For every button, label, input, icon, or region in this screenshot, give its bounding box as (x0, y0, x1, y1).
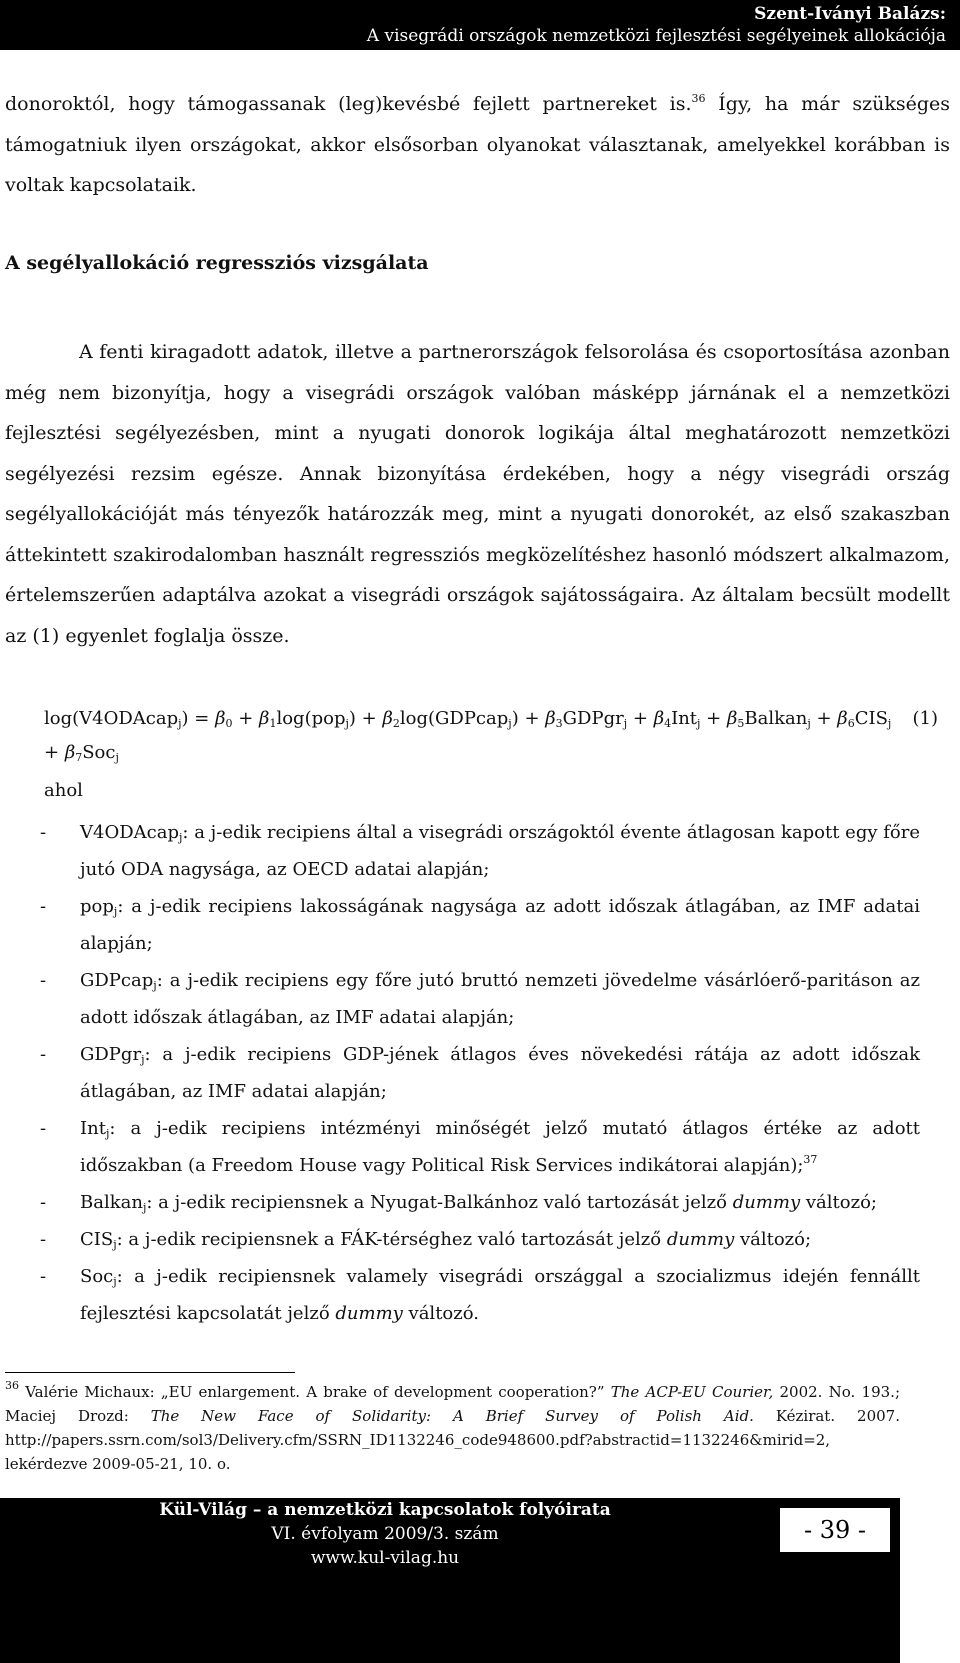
eq-beta6-sub: 6 (847, 717, 855, 730)
header-title: A visegrádi országok nemzetközi fejlesztési segélyeinek allokációja (366, 26, 946, 46)
list-item (40, 1036, 920, 1110)
eq-beta4: β (653, 708, 665, 729)
eq-term2: log(GDPcap (399, 708, 509, 729)
eq-beta2: β (382, 708, 393, 729)
eq-sub: j (508, 717, 512, 730)
eq-beta3-sub: 3 (555, 717, 563, 730)
ahol-label: ahol (44, 780, 83, 801)
dummy-term: dummy (335, 1303, 403, 1324)
list-dash: - (40, 896, 47, 917)
list-item (40, 888, 920, 962)
eq-term6: CIS (854, 708, 888, 729)
list-item (40, 962, 920, 1036)
eq-sub: j (345, 717, 349, 730)
eq-sub: j (178, 717, 182, 730)
dummy-term: dummy (666, 1229, 735, 1250)
eq-plus: + (232, 708, 260, 729)
page-number: - 39 - (780, 1508, 890, 1552)
list-item (40, 1184, 920, 1221)
footnote-text: Valérie Michaux: „EU enlargement. A brake of development cooperation?” (19, 1383, 611, 1401)
list-dash: - (40, 1229, 47, 1250)
eq-equals: ) = (181, 708, 216, 729)
variable-sub: j (113, 1238, 117, 1251)
eq-beta4-sub: 4 (664, 717, 672, 730)
paragraph-1 (5, 84, 950, 206)
footnote-title: The New Face of Solidarity: A Brief Survey of Polish Aid. (150, 1407, 754, 1425)
page-footer (0, 1498, 900, 1663)
eq-sub: j (697, 717, 701, 730)
eq-plus: + (700, 708, 727, 729)
eq-term1-close: ) (348, 708, 356, 729)
eq-beta1-sub: 1 (269, 717, 277, 730)
list-dash: - (40, 1118, 47, 1139)
variable-name: CIS (80, 1229, 114, 1250)
list-item (40, 1110, 920, 1184)
eq-sub: j (887, 717, 892, 730)
variable-desc-end: változó; (800, 1192, 877, 1213)
variable-name: Soc (80, 1266, 114, 1287)
variable-desc: : a j-edik recipiens intézményi minőségét jelző mutató átlagos értéke az adott időszakban (a Freedom House vagy Political Risk Services indikátorai alapján); (80, 1118, 920, 1176)
paragraph-1-text: donoroktól, hogy támogassanak (leg)kevésbé fejlett partnereket is. (5, 93, 692, 115)
footer-info (0, 1498, 770, 1570)
dummy-term: dummy (732, 1192, 801, 1213)
variable-sub: j (113, 905, 118, 918)
running-header (0, 0, 960, 50)
variable-sub: j (178, 831, 183, 844)
eq-term7: Soc (82, 742, 116, 763)
eq-beta0-sub: 0 (225, 717, 233, 730)
footnote-text: Kézirat. 2007. http://papers.ssrn.com/sol3/Delivery.cfm/SSRN_ID1132246_code948600.pdf?abstractid=1132246&mirid=2, lekérdezve 2009-05-21, 10. o. (5, 1407, 900, 1473)
eq-beta5-sub: 5 (737, 717, 745, 730)
eq-beta6: β (837, 708, 848, 729)
variable-name: V4ODAcap (80, 822, 179, 843)
footnote-ref-36[interactable]: 36 (691, 92, 706, 105)
eq-plus: + (627, 708, 654, 729)
variable-desc: : a j-edik recipiensnek valamely visegrádi országgal a szocializmus idején fennállt fejlesztési kapcsolatát jelző (80, 1266, 920, 1324)
footnote-title: The ACP-EU Courier, (610, 1383, 774, 1401)
paragraph-1-cont: Így, ha már szükséges támogatniuk ilyen országokat, akkor elsősorban olyanokat választanak, amelyekkel korábban is voltak kapcsolataik. (5, 93, 950, 196)
variable-desc: : a j-edik recipiensnek a Nyugat-Balkánhoz való tartozását jelző (146, 1192, 733, 1213)
footnote-text: 2002. No. 193.; Maciej Drozd: (5, 1383, 900, 1425)
variable-desc: : a j-edik recipiens lakosságának nagysága az adott időszak átlagában, az IMF adatai alapján; (80, 896, 920, 954)
eq-term3: GDPgr (562, 708, 624, 729)
variable-name: Int (80, 1118, 106, 1139)
eq-plus: + (518, 708, 546, 729)
variable-name: pop (80, 896, 114, 917)
eq-term2-close: ) (511, 708, 519, 729)
eq-sub: j (623, 717, 628, 730)
eq-beta3: β (545, 708, 556, 729)
eq-term4: Int (671, 708, 698, 729)
list-item (40, 1221, 920, 1258)
eq-beta7: β (64, 742, 76, 763)
variable-desc: : a j-edik recipiensnek a FÁK-térséghez való tartozását jelző (116, 1229, 667, 1250)
eq-beta0: β (215, 708, 226, 729)
footer-url[interactable]: www.kul-vilag.hu (310, 1548, 460, 1568)
list-item (40, 1258, 920, 1332)
eq-sub: j (115, 751, 119, 764)
eq-beta7-sub: 7 (75, 751, 83, 764)
eq-plus: + (355, 708, 383, 729)
variable-desc-end: változó. (402, 1303, 479, 1324)
footnote-divider (5, 1372, 295, 1373)
variable-sub: j (141, 1053, 145, 1066)
equation-continuation (44, 742, 119, 763)
eq-beta5: β (726, 708, 738, 729)
header-author: Szent-Iványi Balázs: (754, 4, 946, 24)
variable-desc: : a j-edik recipiens GDP-jének átlagos éves növekedési rátája az adott időszak átlagában, az IMF adatai alapján; (80, 1044, 920, 1102)
eq-lhs: log(V4ODAcap (44, 708, 179, 729)
eq-beta1: β (259, 708, 270, 729)
paragraph-2: A fenti kiragadott adatok, illetve a partnerországok felsorolása és csoportosítása azonban még nem bizonyítja, hogy a visegrádi országok valóban másképp járnának el a nemzetközi fejlesztési segélyezésben, mint a nyugati donorok logikája által meghatározott nemzetközi segélyezési rezsim egésze. Annak bizonyítása érdekében, hogy a négy visegrádi ország segélyallokációját más tényezők határozzák meg, mint a nyugati donorokét, az első szakaszban áttekintett szakirodalomban használt regressziós megközelítéshez hasonló módszert alkalmazom, értelemszerűen adaptálva azokat a visegrádi országok sajátosságaira. Az általam becsült modellt az (1) egyenlet foglalja össze. (5, 341, 950, 647)
variable-sub: j (113, 1275, 117, 1288)
list-dash: - (40, 970, 47, 991)
equation-number: (1) (912, 708, 938, 729)
variable-sub: j (142, 1201, 147, 1214)
footer-journal: Kül-Világ – a nemzetközi kapcsolatok folyóirata (159, 1500, 611, 1520)
footnote-ref-37[interactable]: 37 (803, 1153, 818, 1166)
variable-sub: j (153, 979, 157, 992)
section-heading: A segélyallokáció regressziós vizsgálata (5, 252, 429, 274)
equation-1 (44, 700, 950, 738)
eq-plus: + (810, 708, 838, 729)
variable-sub: j (105, 1127, 110, 1140)
list-dash: - (40, 1192, 47, 1213)
eq-term5: Balkan (744, 708, 808, 729)
variable-list (40, 814, 920, 1332)
variable-desc: : a j-edik recipiens egy főre jutó bruttó nemzeti jövedelme vásárlóerő-paritáson az adott időszak átlagában, az IMF adatai alapján; (80, 970, 920, 1028)
list-item (40, 814, 920, 888)
variable-name: Balkan (80, 1192, 143, 1213)
variable-name: GDPgr (80, 1044, 142, 1065)
eq-sub: j (807, 717, 811, 730)
variable-desc: : a j-edik recipiens által a visegrádi országoktól évente átlagosan kapott egy főre jutó ODA nagysága, az OECD adatai alapján; (80, 822, 920, 880)
list-dash: - (40, 1044, 47, 1065)
variable-name: GDPcap (80, 970, 154, 991)
list-dash: - (40, 1266, 47, 1287)
list-dash: - (40, 822, 47, 843)
footnote-number: 36 (5, 1379, 19, 1392)
eq-term1: log(pop (276, 708, 346, 729)
eq-beta2-sub: 2 (392, 717, 400, 730)
eq-plus: + (44, 742, 65, 763)
footer-issue: VI. évfolyam 2009/3. szám (271, 1524, 499, 1544)
footnote-36 (5, 1380, 900, 1476)
variable-desc-end: változó; (734, 1229, 812, 1250)
